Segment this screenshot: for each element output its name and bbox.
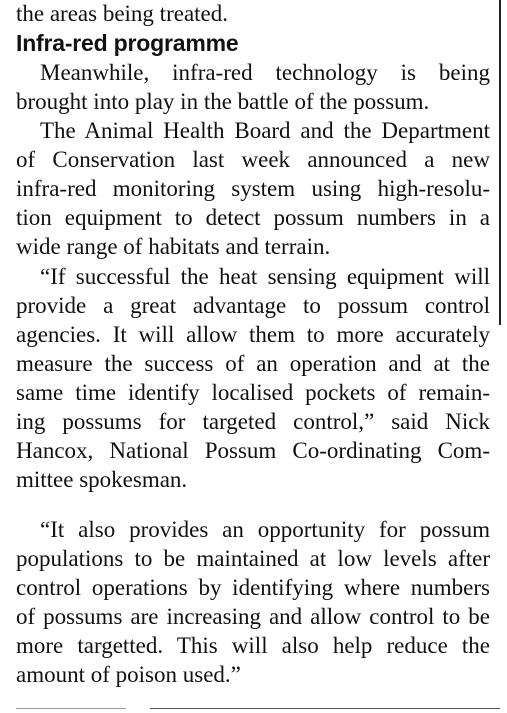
bottom-rule-faint	[16, 708, 126, 709]
paragraph-3-line-8: mittee spokesman.	[16, 467, 188, 492]
paragraph-4-line-2: populations to be maintained at low levels after	[16, 546, 490, 571]
bottom-rule	[150, 708, 500, 709]
paragraph-4-line-3: control operations by identifying where numbers	[16, 575, 490, 600]
paragraph-2-line-2: of Conservation last week announced a new	[16, 147, 490, 172]
paragraph-4-line-1: “It also provides an opportunity for possum	[40, 517, 490, 542]
paragraph-3-line-7: Hancox, National Possum Co-ordinating Com-	[16, 438, 490, 463]
paragraph-3-line-4: measure the success of an operation and at the	[16, 351, 490, 376]
paragraph-2-line-4: tion equipment to detect possum numbers in a	[16, 205, 490, 230]
paragraph-2-line-1: The Animal Health Board and the Department	[40, 118, 490, 143]
paragraph-3-line-3: agencies. It will allow them to more accurately	[16, 322, 490, 347]
paragraph-2-line-3: infra-red monitoring system using high-resolu-	[16, 176, 490, 201]
paragraph-3-line-2: provide a great advantage to possum control	[16, 293, 490, 318]
column-rule-right	[499, 0, 501, 325]
paragraph-1-line-1: Meanwhile, infra-red technology is being	[40, 60, 490, 85]
paragraph-4-line-5: more targetted. This will also help reduce the	[16, 633, 490, 658]
paragraph-4-line-4: of possums are increasing and allow control to be	[16, 604, 490, 629]
section-heading: Infra-red programme	[16, 30, 239, 56]
paragraph-3-line-5: same time identify localised pockets of remain-	[16, 380, 490, 405]
paragraph-3-line-6: ing possums for targeted control,” said Nick	[16, 409, 490, 434]
lead-in-line: the areas being treated.	[16, 1, 228, 26]
paragraph-3-line-1: “If successful the heat sensing equipment will	[40, 264, 490, 289]
paragraph-4-line-6: amount of poison used.”	[16, 662, 241, 687]
paragraph-1-line-2: brought into play in the battle of the possum.	[16, 89, 430, 114]
paragraph-2-line-5: wide range of habitats and terrain.	[16, 234, 331, 259]
